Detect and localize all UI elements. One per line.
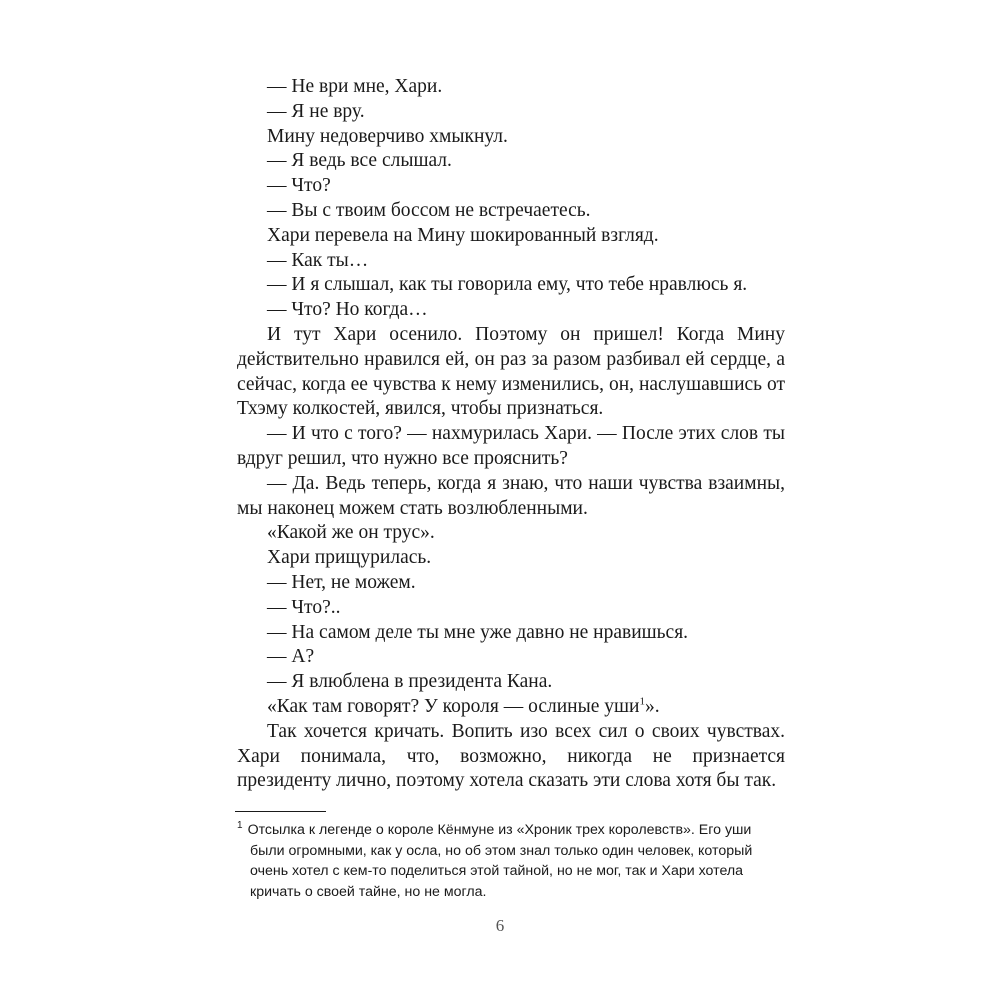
paragraph-17: — Что?.. xyxy=(267,596,341,618)
paragraph-2: — Я не вру. xyxy=(267,100,365,122)
footnote-reference[interactable]: 1 xyxy=(639,695,645,708)
paragraph-21-text: «Как там говорят? У короля — ослиные уши xyxy=(267,695,640,717)
paragraph-15: Хари прищурилась. xyxy=(267,547,432,569)
paragraph-10: — Что? Но когда… xyxy=(267,299,428,321)
paragraph-5: — Что? xyxy=(267,175,331,197)
footnote-text: Отсылка к легенде о короле Кёнмуне из «Хроник трех королевств». Его уши были огромными, как у осла, но об этом знал только один человек, который очень хотел с кем-то поделиться этой тайной, но не мог, так и Хари хотела кричать о своей тайне, но не могла. xyxy=(247,822,753,900)
paragraph-21 xyxy=(237,695,785,720)
paragraph-19: — А? xyxy=(267,646,315,668)
paragraph-7: Хари перевела на Мину шокированный взгляд. xyxy=(267,224,659,246)
footnote-marker: 1 xyxy=(237,820,243,832)
main-text xyxy=(237,75,785,794)
paragraph-16: — Нет, не можем. xyxy=(267,571,416,593)
paragraph-21-closing: ». xyxy=(644,695,660,717)
paragraph-11: И тут Хари осенило. Поэтому он пришел! Когда Мину действительно нравился ей, он раз за разом разбивал ей сердце, а сейчас, когда ее чувства к нему изменились, он, наслушавшись от Тхэму колкостей, явился, чтобы признаться. xyxy=(237,323,785,420)
paragraph-8: — Как ты… xyxy=(267,249,369,271)
paragraph-9: — И я слышал, как ты говорила ему, что тебе нравлюсь я. xyxy=(267,274,748,296)
page-number: 6 xyxy=(495,916,505,935)
paragraph-13: — Да. Ведь теперь, когда я знаю, что наши чувства взаимны, мы наконец можем стать возлюбленными. xyxy=(237,472,785,519)
paragraph-18: — На самом деле ты мне уже давно не нравишься. xyxy=(267,621,689,643)
paragraph-3: Мину недоверчиво хмыкнул. xyxy=(267,125,508,147)
footnote-divider xyxy=(235,811,326,812)
footnote-body xyxy=(237,820,777,902)
paragraph-12: — И что с того? — нахмурилась Хари. — После этих слов ты вдруг решил, что нужно все прояснить? xyxy=(237,423,785,469)
paragraph-1: — Не ври мне, Хари. xyxy=(267,76,443,97)
footnote xyxy=(237,820,777,902)
paragraph-6: — Вы с твоим боссом не встречаетесь. xyxy=(267,199,591,221)
paragraph-4: — Я ведь все слышал. xyxy=(267,150,452,172)
paragraph-14: «Какой же он трус». xyxy=(267,522,435,544)
paragraph-22: Так хочется кричать. Вопить изо всех сил о своих чувствах. Хари понимала, что, возможно, никогда не признается президенту лично, поэтому хотела сказать эти слова хотя бы так. xyxy=(237,720,785,792)
paragraph-20: — Я влюблена в президента Кана. xyxy=(267,671,553,693)
